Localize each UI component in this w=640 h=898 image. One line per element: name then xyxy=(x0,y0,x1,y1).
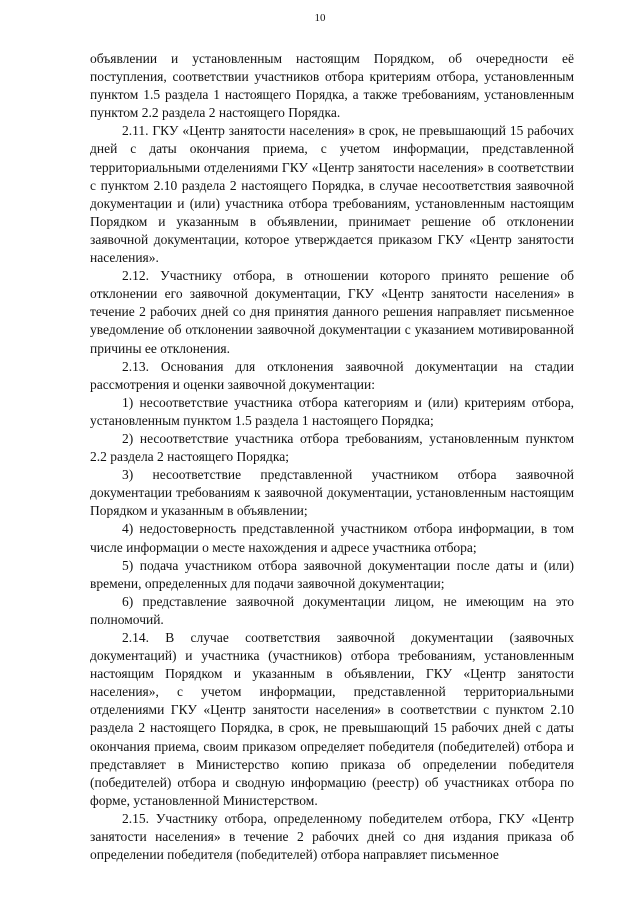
paragraph-2-15: 2.15. Участнику отбора, определенному победителем отбора, ГКУ «Центр занятости населения» в течение 2 рабочих дней со дня издания приказа об определении победителя (победителей) отбора направляет письменное xyxy=(90,810,574,863)
list-item-1: 1) несоответствие участника отбора категориям и (или) критериям отбора, установленным пунктом 1.5 раздела 1 настоящего Порядка; xyxy=(90,394,574,428)
list-item-2: 2) несоответствие участника отбора требованиям, установленным пунктом 2.2 раздела 2 настоящего Порядка; xyxy=(90,430,574,465)
list-item-4: 4) недостоверность представленной участником отбора информации, в том числе информации о месте нахождения и адресе участника отбора; xyxy=(90,521,574,555)
list-item-3: 3) несоответствие представленной участником отбора заявочной документации требованиям к заявочной документации, установленным настоящим Порядком и указанным в объявлении; xyxy=(90,467,574,519)
paragraph-2-14: 2.14. В случае соответствия заявочной документации (заявочных документаций) и участника (участников) отбора требованиям, установленным настоящим Порядком и указанным в объявлении, ГКУ «Центр занятости населения», с учетом информации, представленной территориальными отделениями ГКУ «Центр занятости населения» в соответствии с пунктом 2.10 раздела 2 настоящего Порядка, в срок, не превышающий 15 рабочих дней с даты окончания приема, своим приказом определяет победителя (победителей) отбора и представляет в Министерство копию приказа об определении победителя (победителей) отбора и сводную информацию (реестр) об участниках отбора по форме, установленной Министерством. xyxy=(90,630,574,808)
paragraph-2-12: 2.12. Участнику отбора, в отношении которого принято решение об отклонении его заявочной документации, ГКУ «Центр занятости населения» в течение 2 рабочих дней со дня принятия данного решения направляет письменное уведомление об отклонении заявочной документации с указанием мотивированной причины ее отклонения. xyxy=(90,268,574,356)
list-item-5: 5) подача участником отбора заявочной документации после даты и (или) времени, определенных для подачи заявочной документации; xyxy=(90,557,574,591)
paragraph-2-13: 2.13. Основания для отклонения заявочной документации на стадии рассмотрения и оценки заявочной документации: xyxy=(90,358,574,392)
list-item-6: 6) представление заявочной документации лицом, не имеющим на это полномочий. xyxy=(90,593,574,627)
page-number: 10 xyxy=(314,12,326,24)
document-body xyxy=(90,50,574,864)
paragraph-continuation: объявлении и установленным настоящим Порядком, об очередности её поступления, соответствии участников отбора критериям отбора, установленным пунктом 1.5 раздела 1 настоящего Порядка, а также требованиям, установленным пунктом 2.2 раздела 2 настоящего Порядка. xyxy=(90,51,574,121)
paragraph-2-11: 2.11. ГКУ «Центр занятости населения» в срок, не превышающий 15 рабочих дней с даты окончания приема, с учетом информации, представленной территориальными отделениями ГКУ «Центр занятости населения» в соответствии с пунктом 2.10 раздела 2 настоящего Порядка, в случае несоответствия заявочной документации и (или) участника отбора требованиям, установленным настоящим Порядком и указанным в объявлении, принимает решение об отклонении заявочной документации, которое утверждается приказом ГКУ «Центр занятости населения». xyxy=(90,123,574,266)
